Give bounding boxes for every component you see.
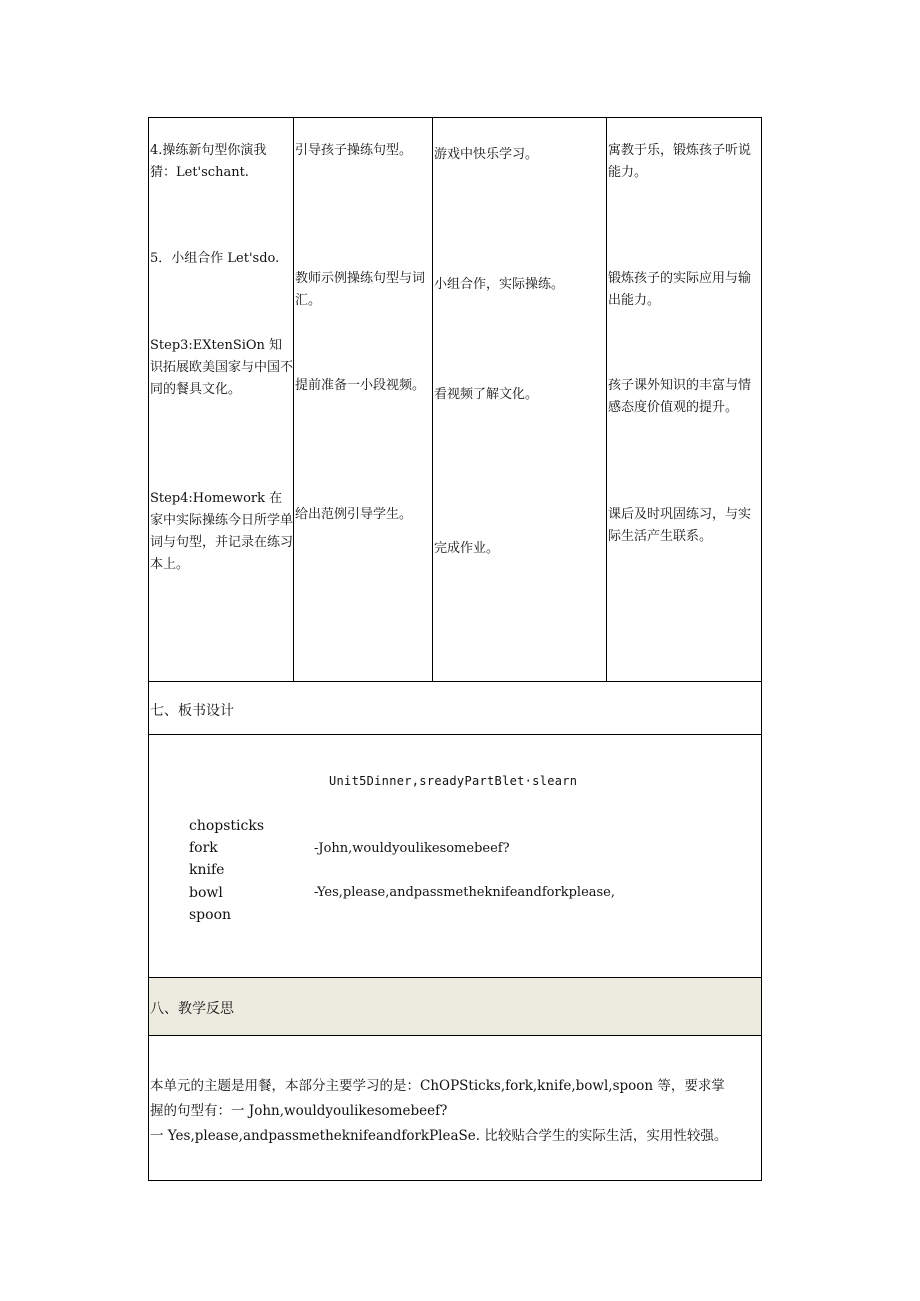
- section-title-board-design: 七、板书设计: [150, 703, 234, 719]
- row2-teacher: 教师示例操练句型与词汇。: [295, 271, 426, 308]
- board-title: Unit5Dinner,sreadyPartBlet·slearn: [329, 774, 578, 788]
- reflection-line-2: 握的句型有：一 John,wouldyoulikesomebeef?: [150, 1103, 448, 1119]
- row3-purpose: 孩子课外知识的丰富与情感态度价值观的提升。: [608, 378, 752, 415]
- row4-teacher: 给出范例引导学生。: [295, 507, 413, 522]
- row2-student: 小组合作，实际操练。: [434, 277, 565, 292]
- lesson-plan-table: [148, 117, 762, 1181]
- row2-purpose: 锻炼孩子的实际应用与输出能力。: [608, 271, 752, 308]
- row3-teacher: 提前准备一小段视频。: [295, 378, 426, 393]
- vocab-word: bowl: [189, 885, 223, 901]
- row1-step: 4.操练新句型你演我猜：Let'schant.: [150, 143, 267, 180]
- row3-student: 看视频了解文化。: [434, 387, 539, 402]
- row4-purpose: 课后及时巩固练习，与实际生活产生联系。: [608, 507, 752, 544]
- row-divider: [149, 681, 761, 682]
- section-title-reflection: 八、教学反思: [150, 1001, 234, 1017]
- row1-purpose: 寓教于乐，锻炼孩子听说能力。: [608, 143, 752, 180]
- row1-teacher: 引导孩子操练句型。: [295, 143, 413, 158]
- reflection-line-3: 一 Yes,please,andpassmetheknifeandforkPleaSe. 比较贴合学生的实际生活，实用性较强。: [150, 1128, 728, 1144]
- row2-step: 5．小组合作 Let'sdo.: [150, 251, 280, 266]
- row1-student: 游戏中快乐学习。: [434, 147, 539, 162]
- row4-step: Step4:Homework 在家中实际操练今日所学单词与句型，并记录在练习本上。: [150, 491, 294, 572]
- row4-student: 完成作业。: [434, 541, 500, 556]
- vocab-word: spoon: [189, 907, 232, 923]
- reflection-line-1: 本单元的主题是用餐，本部分主要学习的是：ChOPSticks,fork,knife,bowl,spoon 等，要求掌: [150, 1078, 725, 1094]
- section-header-shade: [149, 978, 761, 1035]
- vocab-word: fork: [189, 840, 218, 856]
- vocab-word: knife: [189, 862, 225, 878]
- column-divider: [293, 118, 294, 681]
- row3-step: Step3:EXtenSiOn 知识拓展欧美国家与中国不同的餐具文化。: [150, 338, 294, 397]
- column-divider: [606, 118, 607, 681]
- sentence-answer: -Yes,please,andpassmetheknifeandforkplease,: [314, 885, 616, 900]
- sentence-question: -John,wouldyoulikesomebeef?: [314, 841, 510, 856]
- column-divider: [432, 118, 433, 681]
- row-divider: [149, 1035, 761, 1036]
- row-divider: [149, 734, 761, 735]
- vocab-word: chopsticks: [189, 818, 265, 834]
